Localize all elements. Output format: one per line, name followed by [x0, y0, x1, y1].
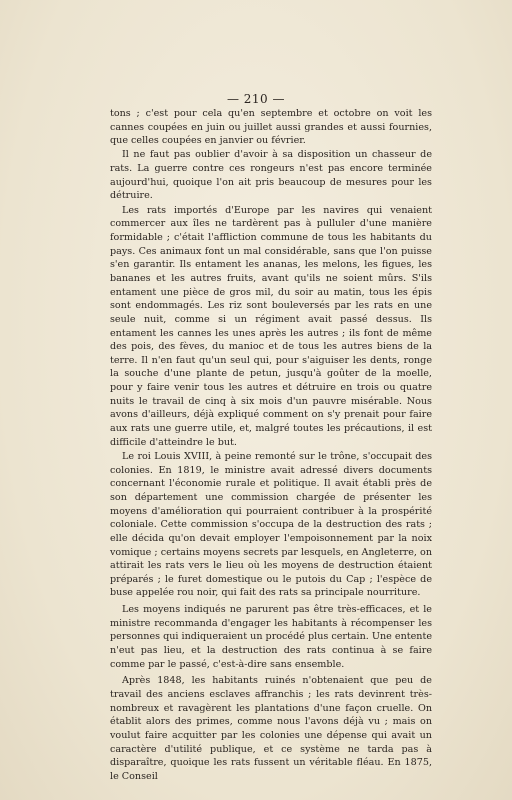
paragraph: Les moyens indiqués ne parurent pas être très-efficaces, et le ministre recommanda d'engager les habitants à récompenser les personnes qui indiqueraient un procédé plus certain. Une entente n'eut pas lieu, et la destruction des rats continua à se faire comme par le passé, c'est-à-dire sans ensemble. [110, 604, 432, 670]
paragraph: Les rats importés d'Europe par les navires qui venaient commercer aux îles ne tardèrent pas à pulluler d'une manière formidable ; c'était l'affliction commune de tous les habitants du pays. Ces animaux font un mal considérable, sans que l'on puisse s'en garantir. Ils entament les ananas, les melons, les figues, les bananes et les autres fruits, avant qu'ils ne soient mûrs. S'ils entament une pièce de gros mil, du soir au matin, tous les épis sont endommagés. Les riz sont bouleversés par les rats en une seule nuit, comme si un régiment avait passé dessus. Ils entament les cannes les unes après les autres ; ils font de même des pois, des fèves, du manioc et de tous les autres biens de la terre. Il n'en faut qu'un seul qui, pour s'aiguiser les dents, ronge la souche d'une plante de petun, jusqu'à goûter de la moelle, pour y faire venir tous les autres et détruire en trois ou quatre nuits le travail de cinq à six mois d'un pauvre misérable. Nous avons d'ailleurs, déjà expliqué comment on s'y prenait pour faire aux rats une guerre utile, et, malgré toutes les précautions, il est difficile d'atteindre le but. [110, 204, 432, 448]
paragraph: tons ; c'est pour cela qu'en septembre et octobre on voit les cannes coupées en juin ou juillet aussi grandes et aussi fournies, que celles coupées en janvier ou février. [110, 108, 432, 147]
body-text [110, 107, 432, 784]
paragraph: Il ne faut pas oublier d'avoir à sa disposition un chasseur de rats. La guerre contre ces rongeurs n'est pas encore terminée aujourd'hui, quoique l'on ait pris beaucoup de mesures pour les détruire. [110, 149, 432, 202]
page-number: — 210 — [226, 92, 286, 106]
paragraph: Le roi Louis XVIII, à peine remonté sur le trône, s'occupait des colonies. En 1819, le ministre avait adressé divers documents concernant l'économie rurale et politique. Il avait établi près de son département une commission chargée de présenter les moyens d'amélioration qui pourraient contribuer à la prospérité coloniale. Cette commission s'occupa de la destruction des rats ; elle décida qu'on devait employer l'empoisonnement par la noix vomique ; certains moyens secrets par lesquels, en Angleterre, on attirait les rats vers le lieu où les moyens de destruction étaient préparés ; le furet domestique ou le putois du Cap ; l'espèce de buse appelée rou noir, qui fait des rats sa principale nourriture. [110, 450, 432, 599]
paragraph: Après 1848, les habitants ruinés n'obtenaient que peu de travail des anciens esclaves affranchis ; les rats devinrent très-nombreux et ravagèrent les plantations d'une façon cruelle. On établit alors des primes, comme nous l'avons déjà vu ; mais on voulut faire acquitter par les colonies une dépense qui avait un caractère d'utilité publique, et ce système ne tarda pas à disparaître, quoique les rats fussent un véritable fléau. En 1875, le Conseil [110, 675, 432, 782]
